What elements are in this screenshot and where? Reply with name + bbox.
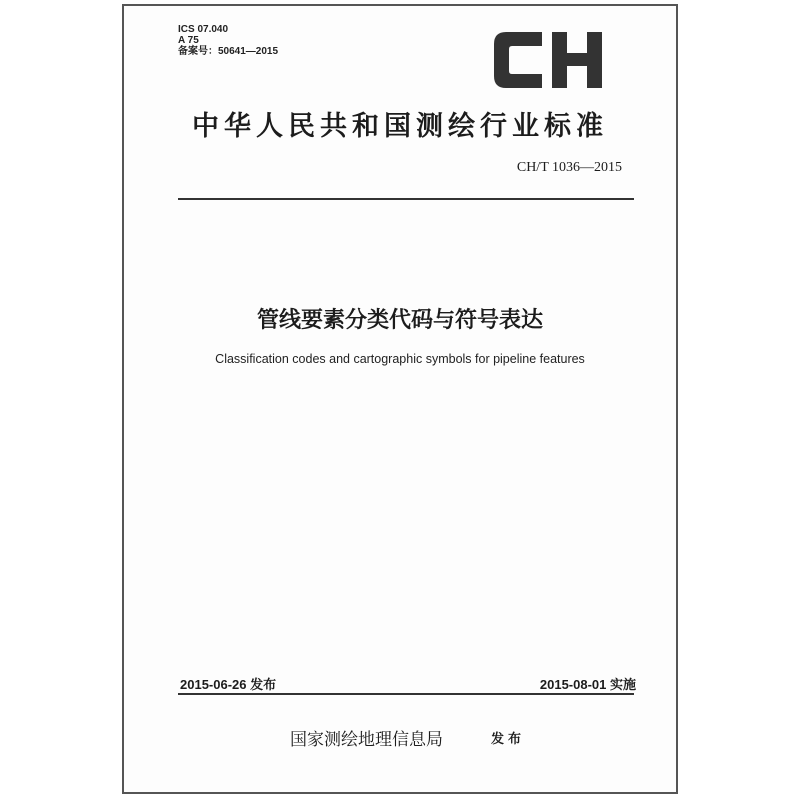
document-title-chinese: 管线要素分类代码与符号表达 — [256, 308, 543, 333]
header-divider — [178, 198, 634, 200]
ch-logo — [492, 30, 604, 90]
ics-code: ICS 07.040 — [178, 24, 229, 35]
publish-label: 发布 — [491, 732, 526, 747]
effective-date: 2015-08-01 实施 — [539, 677, 636, 692]
document-title-english: Classification codes and cartographic symbols for pipeline features — [215, 352, 585, 366]
standard-code: CH/T 1036—2015 — [516, 160, 622, 175]
footer-divider — [178, 693, 634, 695]
record-number: 备案号：50641—2015 — [178, 46, 279, 57]
metadata-block — [178, 24, 278, 57]
standard-title: 中华人民共和国测绘行业标准 — [192, 111, 608, 142]
classification-code: A 75 — [178, 35, 199, 46]
publisher-name: 国家测绘地理信息局 — [290, 730, 443, 750]
release-date: 2015-06-26 发布 — [180, 677, 277, 692]
